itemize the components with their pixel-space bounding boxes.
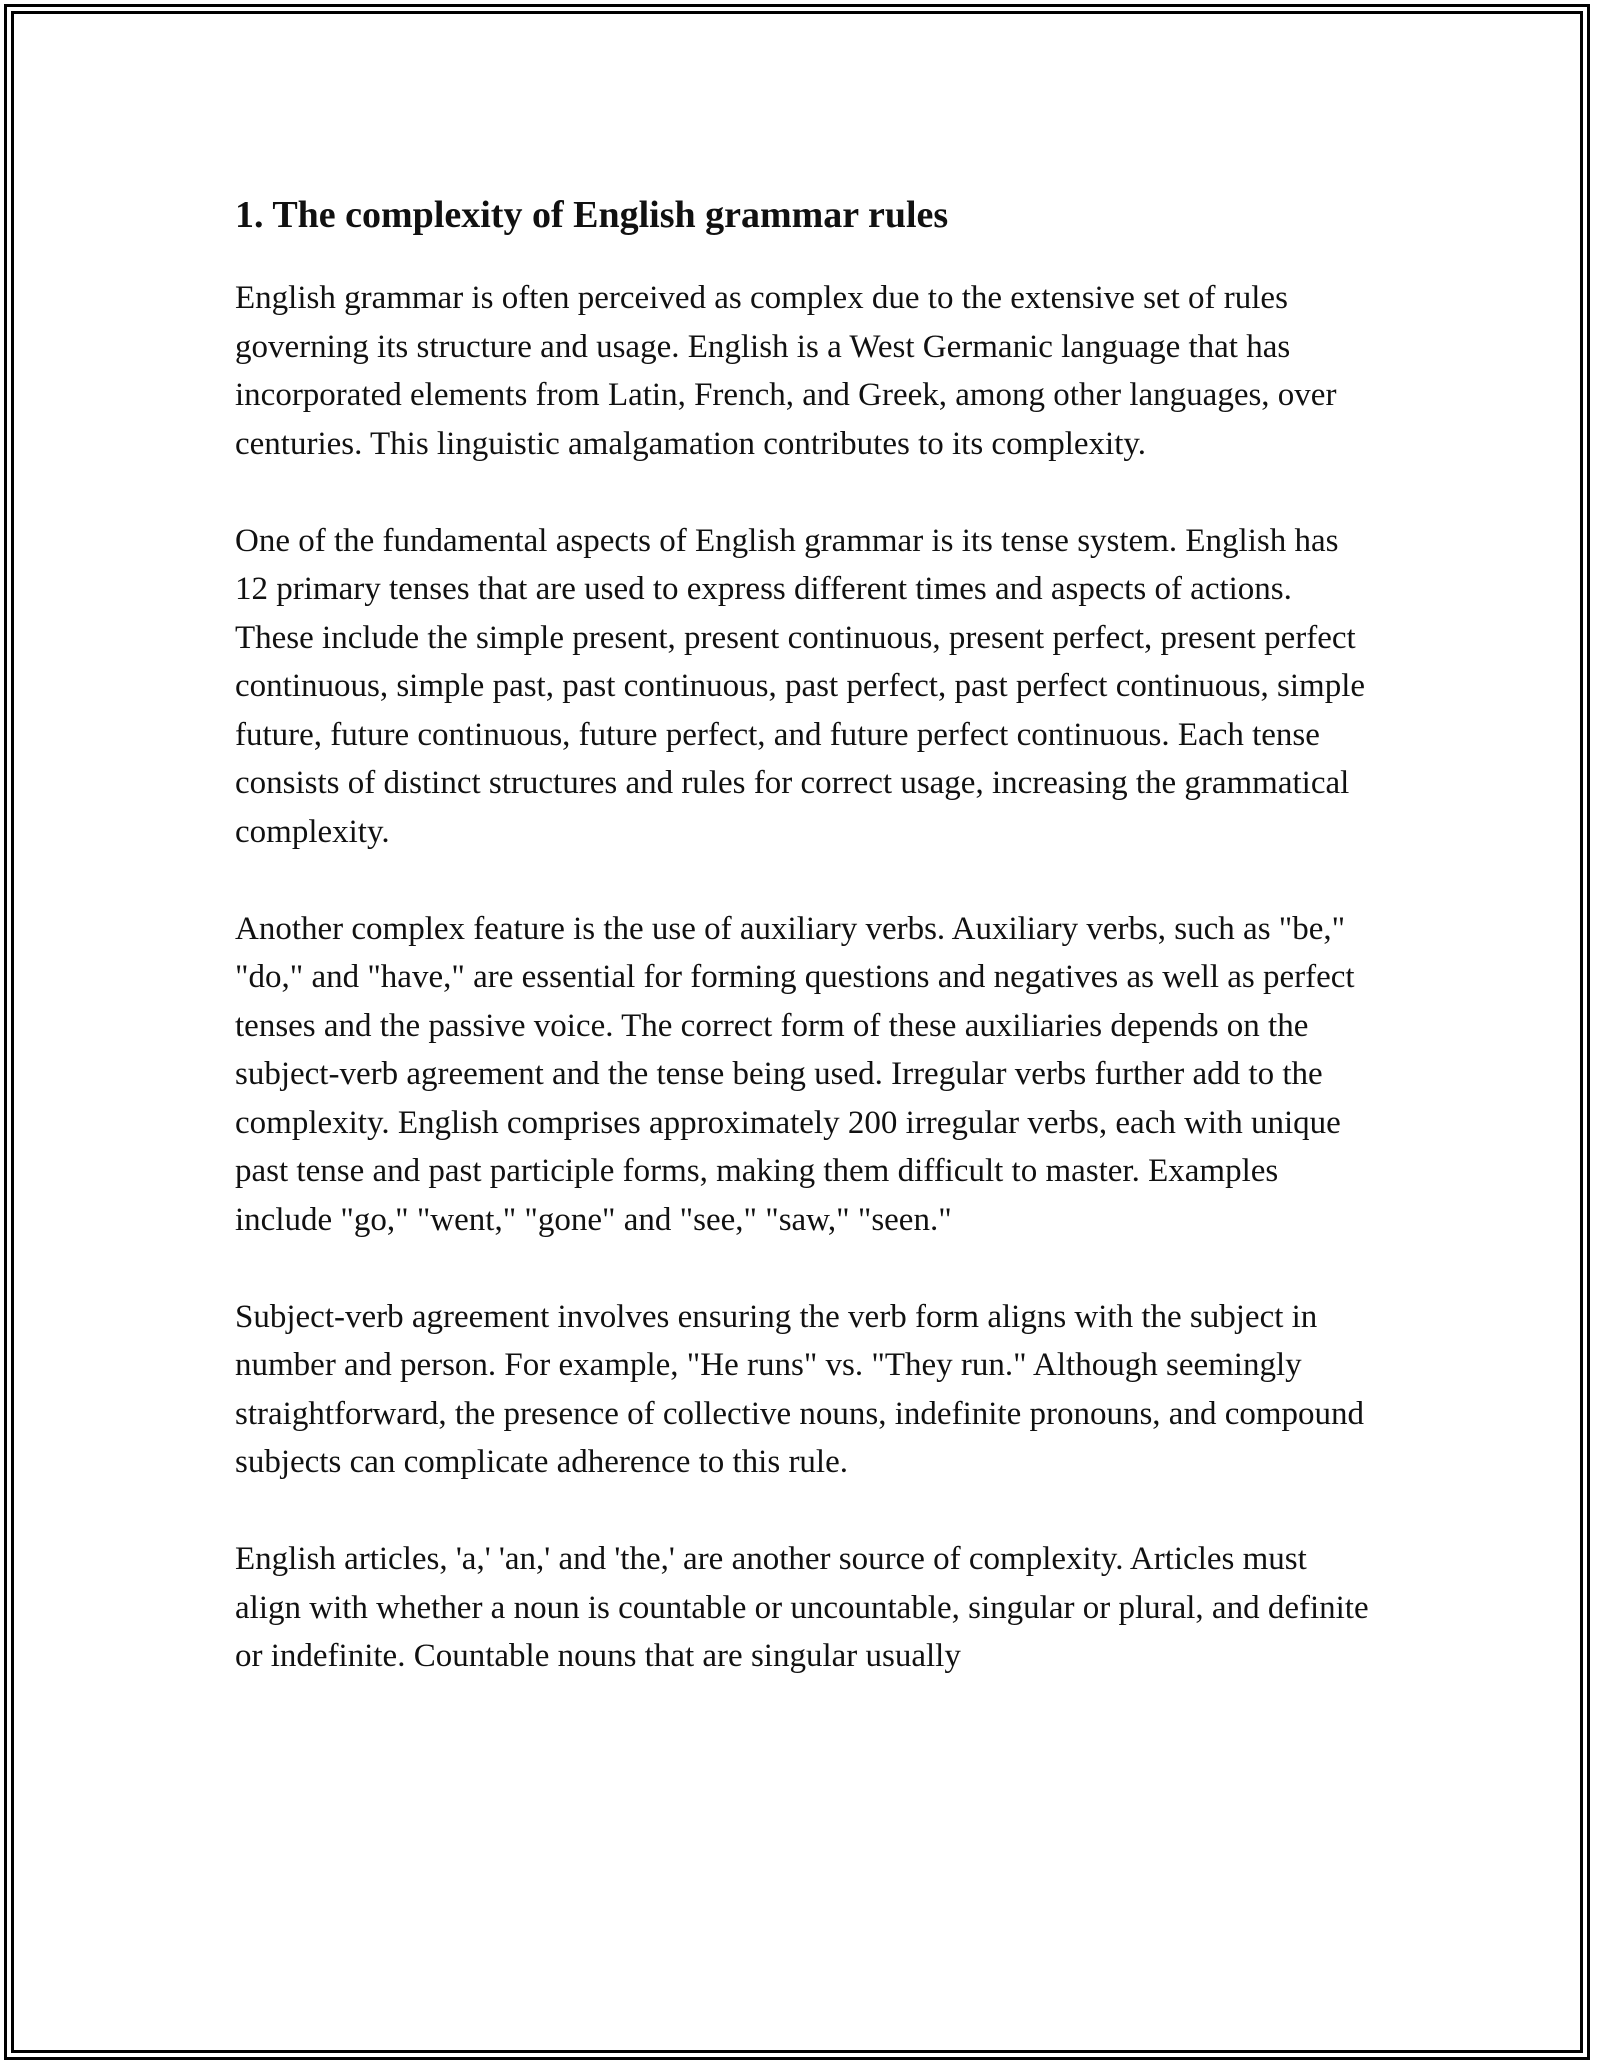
paragraph-auxiliary-verbs: Another complex feature is the use of auxiliary verbs. Auxiliary verbs, such as "be," "do," and "have," are essential for forming questions and negatives as well as perfect tenses and the passive voice. The correct form of these auxiliaries depends on the subject-verb agreement and the tense being used. Irregular verbs further add to the complexity. English comprises approximately 200 irregular verbs, each with unique past tense and past participle forms, making them difficult to master. Examples include "go," "went," "gone" and "see," "saw," "seen." <box>235 910 1355 1238</box>
paragraph-language-origins: English grammar is often perceived as complex due to the extensive set of rules governing its structure and usage. English is a West Germanic language that has incorporated elements from Latin, French, and Greek, among other languages, over centuries. This linguistic amalgamation contributes to its complexity. <box>235 280 1337 462</box>
document-content <box>235 190 1375 1681</box>
section-heading: 1. The complexity of English grammar rules <box>235 194 949 236</box>
paragraph-subject-verb-agreement: Subject-verb agreement involves ensuring the verb form aligns with the subject in number and person. For example, "He runs" vs. "They run." Although seemingly straightforward, the presence of collective nouns, indefinite pronouns, and compound subjects can complicate adherence to this rule. <box>235 1298 1365 1480</box>
paragraph-tense-system: One of the fundamental aspects of English grammar is its tense system. English has 12 primary tenses that are used to express different times and aspects of actions. These include the simple present, present continuous, present perfect, present perfect continuous, simple past, past continuous, past perfect, past perfect continuous, simple future, future continuous, future perfect, and future perfect continuous. Each tense consists of distinct structures and rules for correct usage, increasing the grammatical complexity. <box>235 522 1366 850</box>
paragraph-articles: English articles, 'a,' 'an,' and 'the,' are another source of complexity. Articles must align with whether a noun is countable or uncountable, singular or plural, and definite or indefinite. Countable nouns that are singular usually <box>235 1541 1369 1674</box>
